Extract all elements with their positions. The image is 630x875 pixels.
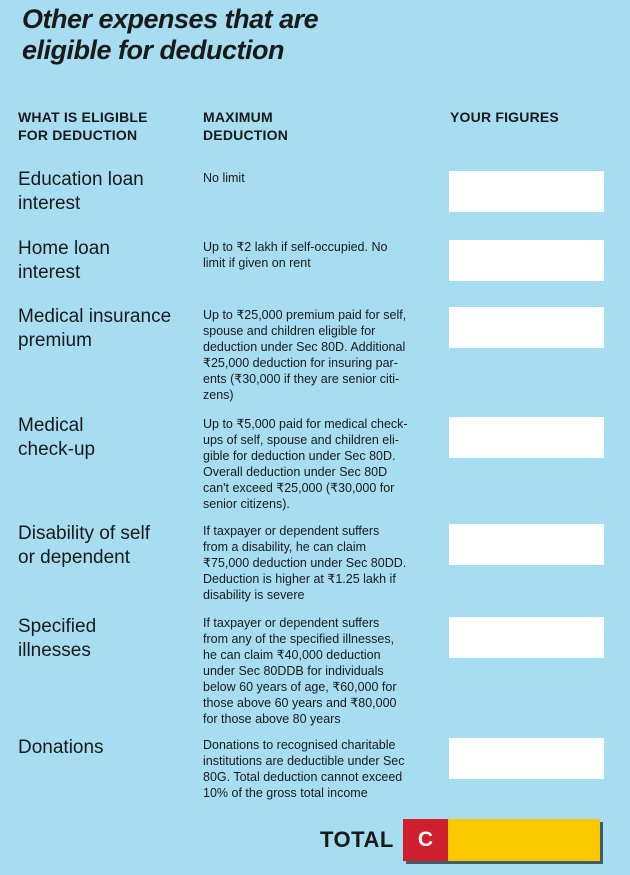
item-label-line: Specified bbox=[18, 616, 97, 637]
item-description-line: Up to ₹2 lakh if self-occupied. No bbox=[203, 240, 388, 254]
item-description-line: below 60 years of age, ₹60,000 for bbox=[203, 680, 397, 694]
item-description-line: gible for deduction under Sec 80D. bbox=[203, 449, 396, 463]
item-description bbox=[203, 307, 428, 403]
item-label-line: illnesses bbox=[18, 640, 91, 661]
item-description bbox=[203, 737, 428, 801]
item-description-line: disability is severe bbox=[203, 588, 305, 602]
header-eligible bbox=[18, 108, 148, 144]
header-maximum-line-1: MAXIMUM bbox=[203, 109, 273, 125]
item-label-line: interest bbox=[18, 262, 81, 283]
page-title bbox=[22, 4, 582, 66]
donations-input[interactable] bbox=[449, 738, 604, 779]
item-description-line: If taxpayer or dependent suffers bbox=[203, 524, 380, 538]
item-description-line: Donations to recognised charitable bbox=[203, 738, 396, 752]
item-description-line: ents (₹30,000 if they are senior citi- bbox=[203, 372, 400, 386]
item-description-line: senior citizens). bbox=[203, 497, 290, 511]
header-maximum bbox=[203, 108, 288, 144]
item-description-line: institutions are deductible under Sec bbox=[203, 754, 405, 768]
title-line-1: Other expenses that are bbox=[22, 4, 319, 34]
item-description-line: those above 60 years and ₹80,000 bbox=[203, 696, 397, 710]
header-eligible-line-2: FOR DEDUCTION bbox=[18, 127, 138, 143]
item-description-line: he can claim ₹40,000 deduction bbox=[203, 648, 381, 662]
item-label bbox=[18, 522, 193, 570]
item-label-line: Education loan bbox=[18, 169, 144, 190]
item-label-line: check-up bbox=[18, 439, 96, 460]
total-box bbox=[403, 819, 600, 861]
item-label bbox=[18, 414, 193, 462]
item-label-line: Donations bbox=[18, 737, 104, 758]
total-value-field[interactable] bbox=[448, 819, 600, 861]
item-label-line: premium bbox=[18, 330, 92, 351]
item-description-line: spouse and children eligible for bbox=[203, 324, 376, 338]
disability-input[interactable] bbox=[449, 524, 604, 565]
item-label bbox=[18, 168, 193, 216]
item-label bbox=[18, 615, 193, 663]
header-figures bbox=[450, 108, 559, 126]
item-description-line: No limit bbox=[203, 171, 245, 185]
item-label-line: Disability of self bbox=[18, 523, 150, 544]
item-description-line: 10% of the gross total income bbox=[203, 786, 368, 800]
item-description bbox=[203, 416, 428, 512]
total-badge: C bbox=[403, 819, 448, 861]
item-description-line: from any of the specified illnesses, bbox=[203, 632, 395, 646]
item-description bbox=[203, 170, 428, 186]
education-loan-input[interactable] bbox=[449, 171, 604, 212]
item-label-line: or dependent bbox=[18, 547, 130, 568]
item-description-line: 80G. Total deduction cannot exceed bbox=[203, 770, 403, 784]
item-label bbox=[18, 736, 193, 760]
item-description bbox=[203, 615, 428, 727]
item-description bbox=[203, 239, 428, 271]
header-maximum-line-2: DEDUCTION bbox=[203, 127, 289, 143]
header-eligible-line-1: WHAT IS ELIGIBLE bbox=[18, 109, 148, 125]
item-description-line: Overall deduction under Sec 80D bbox=[203, 465, 388, 479]
item-label bbox=[18, 305, 193, 353]
item-description-line: can't exceed ₹25,000 (₹30,000 for bbox=[203, 481, 395, 495]
home-loan-input[interactable] bbox=[449, 240, 604, 281]
item-description-line: If taxpayer or dependent suffers bbox=[203, 616, 380, 630]
item-description-line: deduction under Sec 80D. Additional bbox=[203, 340, 406, 354]
item-description-line: for those above 80 years bbox=[203, 712, 341, 726]
item-description-line: Up to ₹5,000 paid for medical check- bbox=[203, 417, 408, 431]
item-description-line: Deduction is higher at ₹1.25 lakh if bbox=[203, 572, 396, 586]
title-line-2: eligible for deduction bbox=[22, 35, 285, 65]
total-label: TOTAL bbox=[320, 827, 394, 852]
header-figures-line-1: YOUR FIGURES bbox=[450, 109, 559, 125]
item-description-line: ₹25,000 deduction for insuring par- bbox=[203, 356, 398, 370]
item-description-line: Up to ₹25,000 premium paid for self, bbox=[203, 308, 407, 322]
medical-insurance-input[interactable] bbox=[449, 307, 604, 348]
item-label-line: interest bbox=[18, 193, 81, 214]
item-label-line: Home loan bbox=[18, 238, 110, 259]
item-label-line: Medical bbox=[18, 415, 84, 436]
item-description-line: under Sec 80DDB for individuals bbox=[203, 664, 384, 678]
item-label bbox=[18, 237, 193, 285]
item-description bbox=[203, 523, 428, 603]
medical-checkup-input[interactable] bbox=[449, 417, 604, 458]
item-description-line: ups of self, spouse and children eli- bbox=[203, 433, 399, 447]
specified-illnesses-input[interactable] bbox=[449, 617, 604, 658]
item-label-line: Medical insurance bbox=[18, 306, 172, 327]
item-description-line: from a disability, he can claim bbox=[203, 540, 367, 554]
item-description-line: limit if given on rent bbox=[203, 256, 311, 270]
item-description-line: ₹75,000 deduction under Sec 80DD. bbox=[203, 556, 407, 570]
item-description-line: zens) bbox=[203, 388, 234, 402]
